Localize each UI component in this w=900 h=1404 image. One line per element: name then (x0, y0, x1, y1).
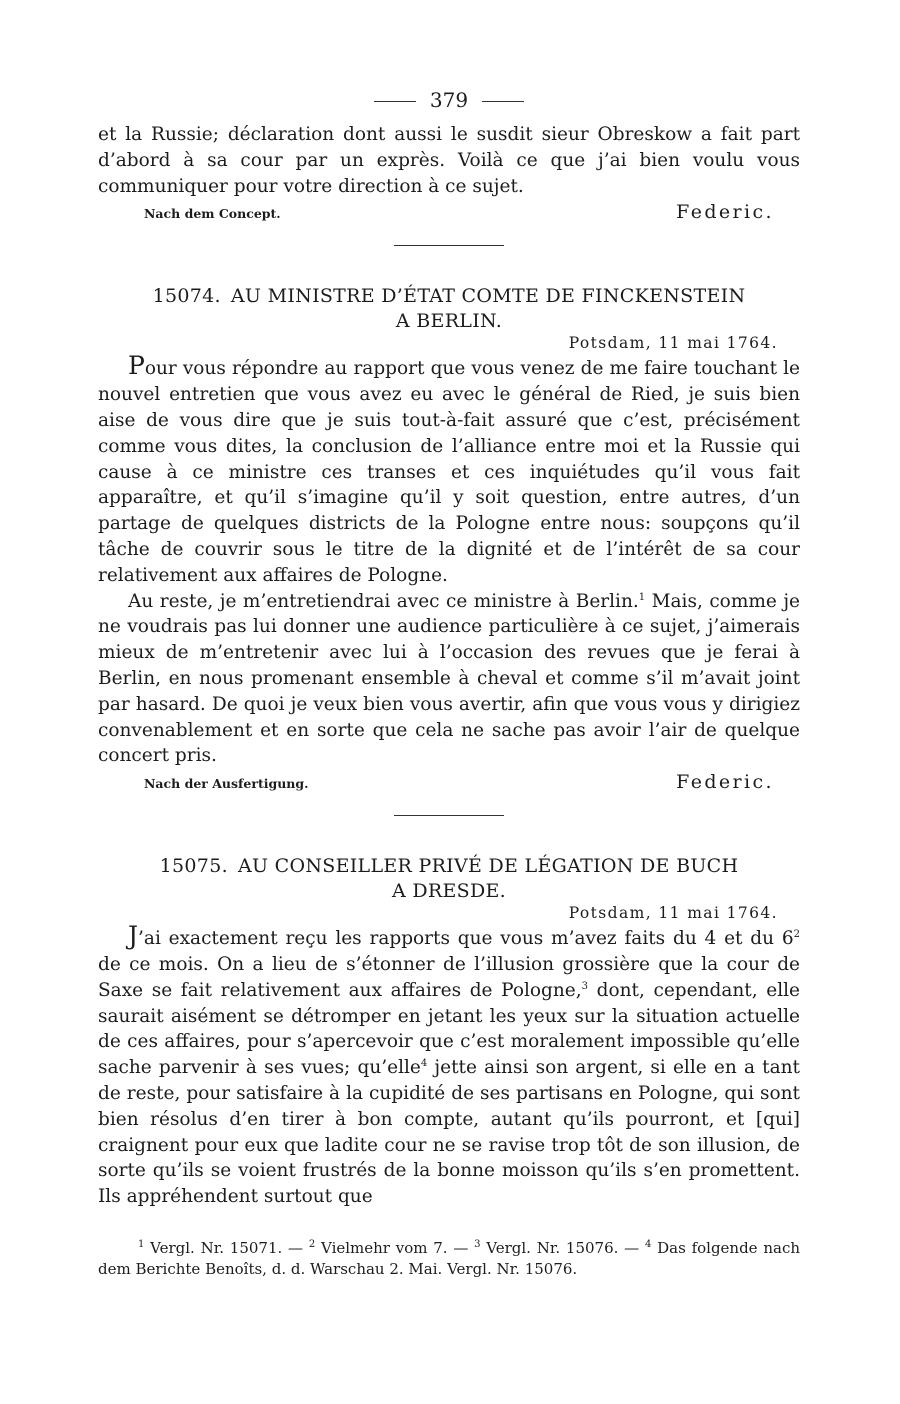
letter-15074-signature: Federic. (676, 771, 774, 794)
letter-15075-initial: J (128, 921, 139, 951)
letter-15075-text-b: de ce mois. On a lieu de s’étonner de l’illusion grossière que la cour de Saxe se fait relativement aux affaires de Pologne, (98, 953, 800, 1001)
letter-15075-number: 15075. (159, 855, 228, 878)
letter-15074-place-date: Potsdam, 11 mai 1764. (568, 334, 778, 353)
letter-15075-title-line1 (98, 854, 800, 879)
letter-15074-title-line2: A BERLIN. (395, 310, 503, 333)
letter-15075-heading (98, 854, 800, 904)
page-number-text: 379 (429, 88, 469, 112)
footnote-3-marker: 3 (474, 1238, 481, 1250)
letter-15074-title: AU MINISTRE D’ÉTAT COMTE DE FINCKENSTEIN (230, 285, 746, 308)
letter-15074-paragraph-2-text-b: Mais, comme je ne voudrais pas lui donner une audience particulière à ce sujet, j’aimerais mieux de m’entretenir avec lui à l’occasion des revues que je ferai à Berlin, en nous promenant ensemble à cheval et comme s’il m’avait joint par hasard. De quoi je veux bien vous avertir, afin que vous vous y dirigiez convenablement et en sorte que cela ne sache pas avoir l’air de quelque concert pris. (98, 590, 800, 767)
footnote-1-marker: 1 (138, 1238, 145, 1250)
letter-15074-signature-row (98, 771, 800, 793)
letter-15074-paragraph-2-text-a: Au reste, je m’entretiendrai avec ce ministre à Berlin. (128, 590, 639, 612)
letter-15075-title-line2: A DRESDE. (391, 880, 507, 903)
letter-15074-number: 15074. (152, 285, 221, 308)
letter-15074-paragraph-1 (98, 351, 800, 588)
footnote-4-marker: 4 (644, 1238, 652, 1250)
section-separator (394, 245, 504, 246)
letter-15074-source-note: Nach der Ausfertigung. (144, 776, 309, 792)
page-number-dash-right (482, 101, 524, 102)
footnote-2-marker: 2 (308, 1238, 316, 1250)
footnote-4-text: Das folgende nach dem Berichte Benoîts, d. d. Warschau 2. Mai. Vergl. Nr. 15076. (98, 1238, 801, 1278)
letter-15075-place-date: Potsdam, 11 mai 1764. (568, 904, 778, 923)
page (98, 88, 800, 1280)
footnote-ref-3: 3 (581, 980, 588, 992)
letter-15075-paragraph (98, 921, 800, 1210)
letter-15075-text-c: dont, cependant, elle saurait aisément se détromper en jetant les yeux sur la situation actuelle de ces affaires, pour s’apercevoir que c’est moralement impossible qu’elle sache parvenir à ses vues; qu’elle (98, 979, 800, 1079)
letter-15074-initial: P (128, 351, 145, 381)
footnote-ref-2: 2 (793, 928, 800, 940)
footnote-3-text: Vergl. Nr. 15076. — (480, 1238, 645, 1257)
opening-paragraph: et la Russie; déclaration dont aussi le susdit sieur Obreskow a fait part d’abord à sa cour par un exprès. Voilà ce que j’ai bien voulu vous communiquer pour votre direction à ce sujet. (98, 124, 800, 197)
letter-15075-title: AU CONSEILLER PRIVÉ DE LÉGATION DE BUCH (237, 855, 739, 878)
letter-15074-paragraph-2 (98, 589, 800, 770)
footnote-2-text: Vielmehr vom 7. — (315, 1238, 475, 1257)
footnote-ref-1: 1 (638, 591, 646, 603)
letter-15074-paragraph-1-text: our vous répondre au rapport que vous venez de me faire touchant le nouvel entretien que vous avez eu avec le général de Ried, je suis bien aise de vous dire que je suis tout-à-fait assuré que c’est, précisément comme vous dites, la conclusion de l’alliance entre moi et la Russie qui cause à ce ministre ces transes et ces inquiétudes qu’il vous fait apparaître, et qu’il s’imagine qu’il y soit question, entre autres, d’un partage de quelques districts de la Pologne entre nous: soupçons qu’il tâche de couvrir sous le titre de la dignité et de l’intérêt de sa cour relativement aux affaires de Pologne. (98, 358, 800, 586)
section-separator (394, 815, 504, 816)
page-number-dash-left (374, 101, 416, 102)
letter-15074-heading (98, 284, 800, 334)
opening-signature: Federic. (676, 201, 774, 224)
footnote-ref-4: 4 (420, 1057, 428, 1069)
page-number (98, 88, 800, 112)
letter-15074-title-line1 (98, 284, 800, 309)
opening-signature-row (98, 201, 800, 223)
footnote-1-text: Vergl. Nr. 15071. — (144, 1238, 309, 1257)
letter-15075-text-a: ’ai exactement reçu les rapports que vous m’avez faits du 4 et du 6 (138, 928, 794, 950)
opening-source-note: Nach dem Concept. (144, 206, 281, 222)
letter-15075-text-d: jette ainsi son argent, si elle en a tant de reste, pour satisfaire à la cupidité de ses partisans en Pologne, qui sont bien résolus d’en tirer à bon compte, autant qu’ils pourront, et [qui] craignent pour eux que ladite cour ne se ravise trop tôt de son illusion, de sorte qu’ils se voient frustrés de la bonne moisson qu’ils s’en promettent. Ils appréhendent surtout que (98, 1057, 800, 1208)
footnotes (98, 1238, 800, 1280)
